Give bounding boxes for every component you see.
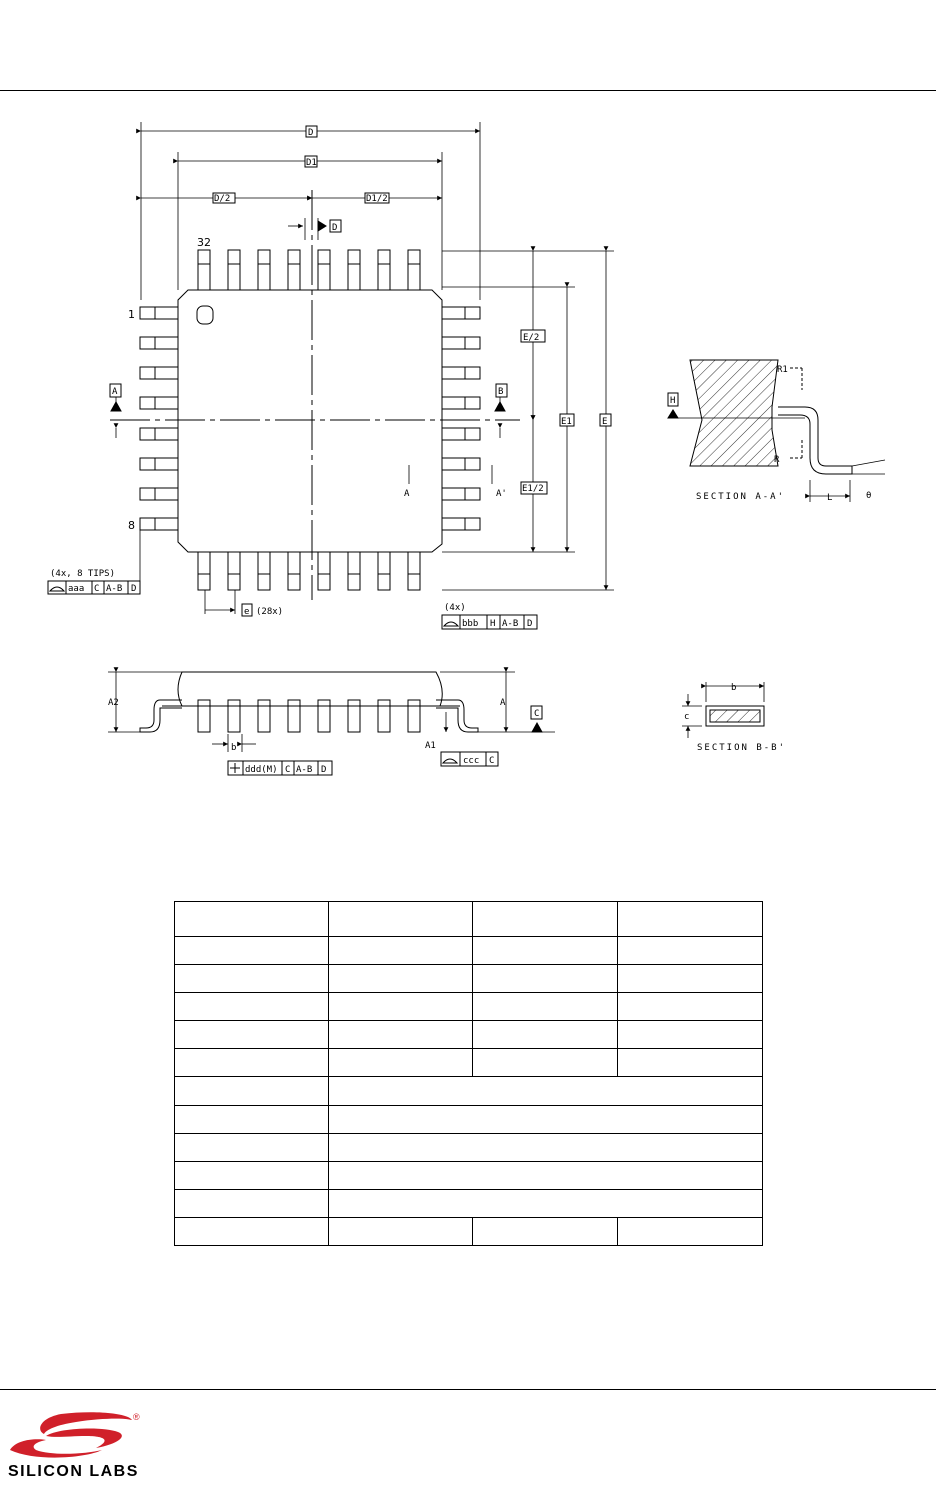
b-fcf-datum3: D bbox=[321, 765, 327, 775]
footer-rule bbox=[0, 1389, 936, 1390]
section-bb-view bbox=[682, 682, 764, 738]
dim-d-half-label: D/2 bbox=[214, 194, 231, 204]
top-view-labels bbox=[50, 128, 607, 629]
pitch-label: e bbox=[244, 607, 250, 617]
tips-fcf-datum2: A-B bbox=[106, 584, 123, 594]
table-cell bbox=[175, 1217, 329, 1245]
dim-e1-label: E1 bbox=[561, 417, 572, 427]
table-cell-merged bbox=[329, 1133, 763, 1161]
tips-fcf-tol: aaa bbox=[68, 584, 85, 594]
dim-d1-label: D1 bbox=[306, 158, 317, 168]
table-cell-merged bbox=[329, 1189, 763, 1217]
table-cell bbox=[618, 1217, 763, 1245]
table-cell-merged bbox=[329, 1161, 763, 1189]
dim-e-label: E bbox=[602, 417, 608, 427]
pin1-dot bbox=[197, 306, 213, 324]
c-fcf-tol: ccc bbox=[463, 756, 480, 766]
b-fcf-datum2: A-B bbox=[296, 765, 313, 775]
table-cell-merged bbox=[329, 1077, 763, 1105]
table-row bbox=[175, 1189, 763, 1217]
dim-d1-half-label: D1/2 bbox=[366, 194, 388, 204]
pin-label-1: 1 bbox=[128, 308, 135, 321]
package-body bbox=[178, 290, 442, 552]
table-cell bbox=[329, 937, 473, 965]
table-cell bbox=[175, 1161, 329, 1189]
tips-fcf-datum1: C bbox=[94, 584, 100, 594]
table-cell bbox=[618, 1021, 763, 1049]
r1-label: R1 bbox=[777, 365, 788, 375]
datum-b-label: B bbox=[498, 387, 504, 397]
table-row bbox=[175, 965, 763, 993]
section-aa-title: SECTION A-A' bbox=[696, 492, 786, 502]
table-cell bbox=[329, 902, 473, 937]
logo-swoosh-mid bbox=[46, 1429, 122, 1448]
datum-d-label: D bbox=[332, 223, 338, 233]
table-row bbox=[175, 1217, 763, 1245]
table-cell-merged bbox=[329, 1105, 763, 1133]
table-cell bbox=[473, 965, 618, 993]
registered-mark: ® bbox=[133, 1412, 140, 1422]
table-cell bbox=[175, 1077, 329, 1105]
side-view-right-lead bbox=[436, 700, 478, 732]
theta-label: θ bbox=[866, 491, 872, 501]
datum-c-label: C bbox=[534, 709, 540, 719]
l-label: L bbox=[827, 493, 833, 503]
side-view-body bbox=[178, 672, 442, 706]
datum-a-label: A bbox=[112, 387, 118, 397]
side-view bbox=[108, 672, 555, 775]
dimension-table bbox=[174, 901, 763, 1246]
top-view bbox=[48, 122, 614, 629]
tips-fcf-datum3: D bbox=[131, 584, 137, 594]
bottom-leads bbox=[198, 552, 420, 590]
table-cell bbox=[473, 937, 618, 965]
table-cell bbox=[473, 1217, 618, 1245]
table-row bbox=[175, 993, 763, 1021]
a1-label: A1 bbox=[425, 741, 436, 751]
left-leads bbox=[140, 307, 178, 530]
pin-label-32: 32 bbox=[197, 236, 211, 249]
table-cell bbox=[329, 1217, 473, 1245]
side-view-leads bbox=[198, 700, 420, 732]
table-row bbox=[175, 1161, 763, 1189]
pitch-note: (28x) bbox=[256, 607, 284, 617]
table-cell bbox=[329, 965, 473, 993]
tips-note: (4x, 8 TIPS) bbox=[50, 569, 116, 579]
logo-swoosh-bottom bbox=[10, 1439, 102, 1457]
section-bb-c-label: c bbox=[684, 712, 690, 722]
b-fcf-tol: ddd(M) bbox=[245, 765, 278, 775]
table-cell bbox=[473, 993, 618, 1021]
table-cell bbox=[618, 993, 763, 1021]
table-cell bbox=[618, 965, 763, 993]
table-cell bbox=[329, 1049, 473, 1077]
right-leads bbox=[442, 307, 480, 530]
table-cell bbox=[618, 1049, 763, 1077]
table-cell bbox=[175, 965, 329, 993]
table-row bbox=[175, 1105, 763, 1133]
dim-e-half-label: E/2 bbox=[523, 333, 540, 343]
table-row bbox=[175, 1077, 763, 1105]
table-cell bbox=[175, 1049, 329, 1077]
logo-wordmark: SILICON LABS bbox=[8, 1463, 139, 1480]
corner-fcf-datum3: D bbox=[527, 619, 533, 629]
section-bb-inner bbox=[710, 710, 760, 722]
r-label: R bbox=[774, 455, 780, 465]
section-aa-lead bbox=[778, 407, 852, 474]
a-label: A bbox=[500, 698, 506, 708]
corner-fcf-datum2: A-B bbox=[502, 619, 519, 629]
b-fcf-datum1: C bbox=[285, 765, 291, 775]
section-bb-title: SECTION B-B' bbox=[697, 743, 787, 753]
datum-h-label: H bbox=[670, 396, 676, 406]
table-cell bbox=[329, 1021, 473, 1049]
table-cell bbox=[618, 937, 763, 965]
dim-e1-half-label: E1/2 bbox=[522, 484, 544, 494]
section-bb-b-label: b bbox=[731, 683, 737, 693]
table-cell bbox=[175, 937, 329, 965]
section-aa-body bbox=[690, 360, 778, 466]
table-cell bbox=[473, 902, 618, 937]
section-a-label: A bbox=[404, 489, 410, 499]
table-row bbox=[175, 902, 763, 937]
table-row bbox=[175, 1021, 763, 1049]
table-cell bbox=[473, 1021, 618, 1049]
table-cell bbox=[175, 1133, 329, 1161]
corner-note: (4x) bbox=[444, 603, 466, 613]
a2-label: A2 bbox=[108, 698, 119, 708]
c-fcf-datum: C bbox=[489, 756, 495, 766]
table-row bbox=[175, 937, 763, 965]
silicon-labs-logo bbox=[6, 1410, 136, 1460]
table-cell bbox=[175, 1105, 329, 1133]
dim-d-label: D bbox=[308, 128, 314, 138]
table-cell bbox=[175, 1021, 329, 1049]
side-view-left-lead bbox=[140, 700, 182, 732]
table-cell bbox=[473, 1049, 618, 1077]
section-a-prime-label: A' bbox=[496, 489, 507, 499]
section-aa-view bbox=[668, 360, 885, 502]
table-cell bbox=[175, 1189, 329, 1217]
top-leads bbox=[198, 250, 420, 290]
table-cell bbox=[175, 993, 329, 1021]
b-label: b bbox=[231, 743, 237, 753]
table-cell bbox=[618, 902, 763, 937]
pin-label-8: 8 bbox=[128, 519, 135, 532]
table-row bbox=[175, 1049, 763, 1077]
table-row bbox=[175, 1133, 763, 1161]
corner-fcf-tol: bbb bbox=[462, 619, 479, 629]
corner-fcf-datum1: H bbox=[490, 619, 496, 629]
table-cell bbox=[175, 902, 329, 937]
table-cell bbox=[329, 993, 473, 1021]
